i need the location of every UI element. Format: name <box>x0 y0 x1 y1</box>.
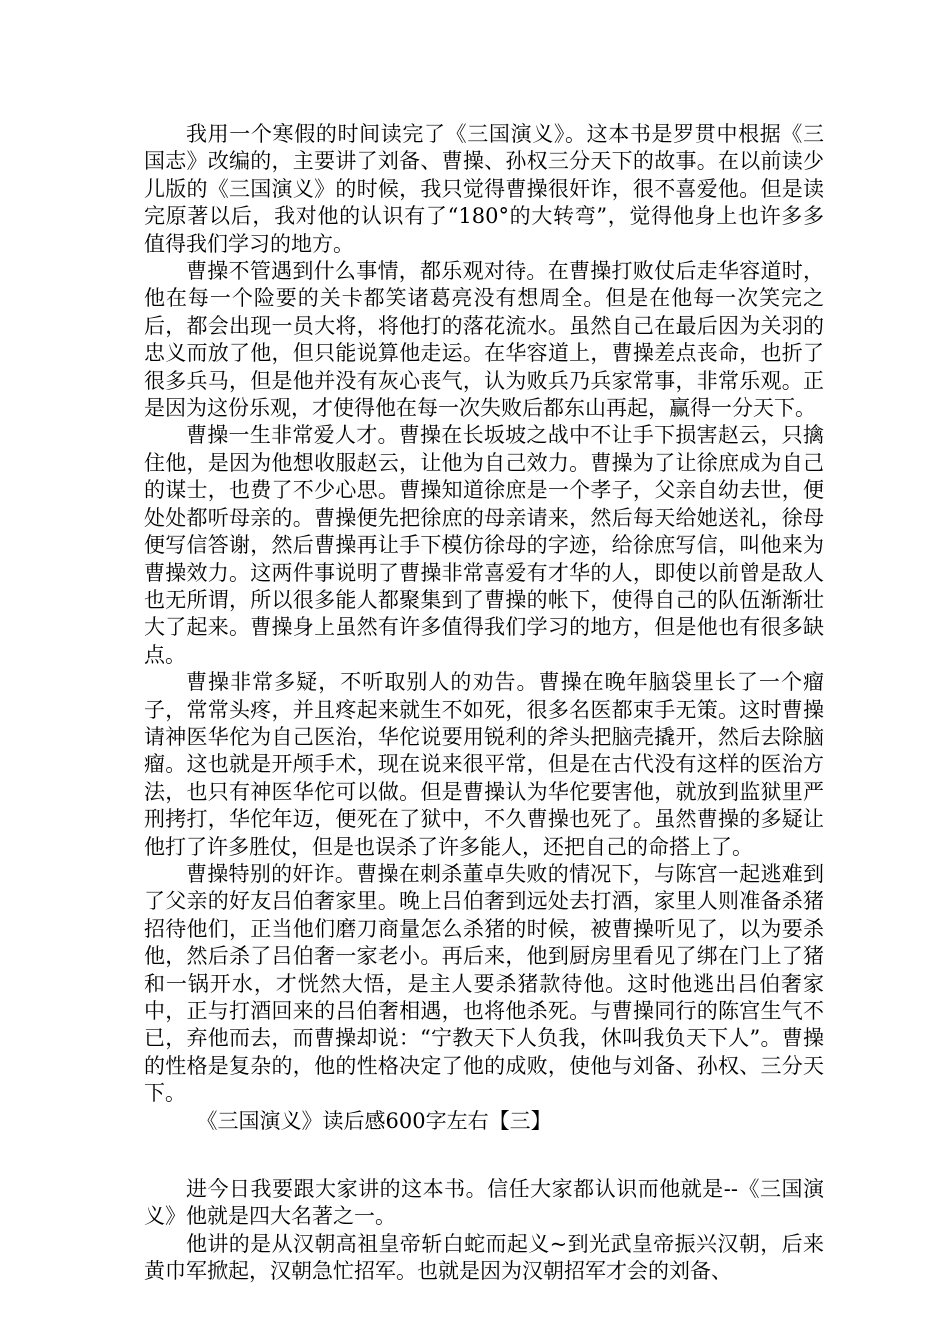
paragraph: 他讲的是从汉朝高祖皇帝斩白蛇而起义~到光武皇帝振兴汉朝，后来黄巾军掀起，汉朝急忙招军。也就是因为汉朝招军才会的刘备、 <box>144 1231 824 1284</box>
paragraph: 曹操一生非常爱人才。曹操在长坂坡之战中不让手下损害赵云，只擒住他，是因为他想收服赵云，让他为自己效力。曹操为了让徐庶成为自己的谋士，也费了不少心思。曹操知道徐庶是一个孝子，父亲自幼去世，便处处都听母亲的。曹操便先把徐庶的母亲请来，然后每天给她送礼，徐母便写信答谢，然后曹操再让手下模仿徐母的字迹，给徐庶写信，叫他来为曹操效力。这两件事说明了曹操非常喜爱有才华的人，即使以前曾是敌人也无所谓，所以很多能人都聚集到了曹操的帐下，使得自己的队伍渐渐壮大了起来。曹操身上虽然有许多值得我们学习的地方，但是他也有很多缺点。 <box>144 423 824 667</box>
blank-line <box>144 1135 824 1176</box>
paragraph: 进今日我要跟大家讲的这本书。信任大家都认识而他就是--《三国演义》他就是四大名著之一。 <box>144 1177 824 1229</box>
paragraph: 曹操不管遇到什么事情，都乐观对待。在曹操打败仗后走华容道时，他在每一个险要的关卡都笑诸葛亮没有想周全。但是在他每一次笑完之后，都会出现一员大将，将他打的落花流水。虽然自己在最后因为关羽的忠义而放了他，但只能说算他走运。在华容道上，曹操差点丧命，也折了很多兵马，但是他并没有灰心丧气，认为败兵乃兵家常事，非常乐观。正是因为这份乐观，才使得他在每一次失败后都东山再起，赢得一分天下。 <box>144 259 824 421</box>
paragraph: 我用一个寒假的时间读完了《三国演义》。这本书是罗贯中根据《三国志》改编的，主要讲了刘备、曹操、孙权三分天下的故事。在以前读少儿版的《三国演义》的时候，我只觉得曹操很奸诈，很不喜爱他。但是读完原著以后，我对他的认识有了“180°的大转弯”，觉得他身上也许多多值得我们学习的地方。 <box>144 122 824 256</box>
document-body <box>144 121 824 1286</box>
paragraph: 曹操特别的奸诈。曹操在刺杀董卓失败的情况下，与陈宫一起逃难到了父亲的好友吕伯奢家里。晚上吕伯奢到远处去打酒，家里人则准备杀猪招待他们，正当他们磨刀商量怎么杀猪的时候，被曹操听见了，以为要杀他，然后杀了吕伯奢一家老小。再后来，他到厨房里看见了绑在门上了猪和一锅开水，才恍然大悟，是主人要杀猪款待他。这时他逃出吕伯奢家中，正与打酒回来的吕伯奢相遇，也将他杀死。与曹操同行的陈宫生气不已，弃他而去，而曹操却说：“宁教天下人负我，休叫我负天下人”。曹操的性格是复杂的，他的性格决定了他的成败，使他与刘备、孙权、三分天下。 <box>144 861 824 1106</box>
section-heading: 《三国演义》读后感600字左右【三】 <box>196 1108 552 1133</box>
paragraph: 曹操非常多疑，不听取别人的劝告。曹操在晚年脑袋里长了一个瘤子，常常头疼，并且疼起来就生不如死，很多名医都束手无策。这时曹操请神医华佗为自己医治，华佗说要用锐利的斧头把脑壳撬开，然后去除脑瘤。这也就是开颅手术，现在说来很平常，但是在古代没有这样的医治方法，也只有神医华佗可以做。但是曹操认为华佗要害他，就放到监狱里严刑拷打，华佗年迈，便死在了狱中，不久曹操也死了。虽然曹操的多疑让他打了许多胜仗，但是也误杀了许多能人，还把自己的命搭上了。 <box>144 670 824 859</box>
